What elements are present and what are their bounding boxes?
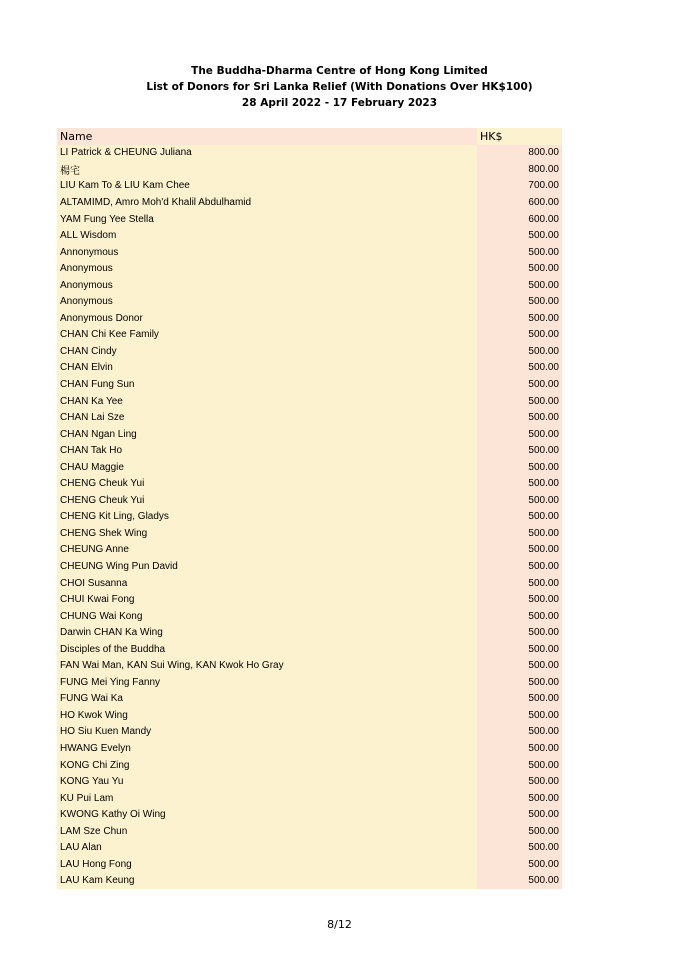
donor-name: CHAN Cindy — [57, 343, 477, 360]
donor-name: Anonymous Donor — [57, 310, 477, 327]
donation-amount: 500.00 — [477, 525, 562, 542]
table-row — [57, 856, 562, 873]
donor-name: Anonymous — [57, 277, 477, 294]
table-row — [57, 426, 562, 443]
donation-amount: 700.00 — [477, 178, 562, 195]
donation-amount: 500.00 — [477, 244, 562, 261]
table-row — [57, 244, 562, 261]
table-row — [57, 277, 562, 294]
date-range: 28 April 2022 - 17 February 2023 — [241, 97, 438, 109]
donation-amount: 500.00 — [477, 608, 562, 625]
table-row — [57, 376, 562, 393]
donation-amount: 600.00 — [477, 211, 562, 228]
donation-amount: 500.00 — [477, 757, 562, 774]
table-row — [57, 608, 562, 625]
table-row — [57, 823, 562, 840]
donation-amount: 500.00 — [477, 873, 562, 890]
donation-amount: 500.00 — [477, 327, 562, 344]
table-row — [57, 840, 562, 857]
donor-name: Disciples of the Buddha — [57, 641, 477, 658]
donation-amount: 500.00 — [477, 393, 562, 410]
donor-name: KWONG Kathy Oi Wing — [57, 806, 477, 823]
donor-name: Anonymous — [57, 293, 477, 310]
donor-name: CHENG Cheuk Yui — [57, 475, 477, 492]
table-row — [57, 194, 562, 211]
table-row — [57, 310, 562, 327]
donation-amount: 500.00 — [477, 740, 562, 757]
donation-amount: 500.00 — [477, 624, 562, 641]
table-row — [57, 211, 562, 228]
donation-amount: 500.00 — [477, 409, 562, 426]
donor-name: CHAN Elvin — [57, 360, 477, 377]
table-row — [57, 227, 562, 244]
donor-name: CHAN Lai Sze — [57, 409, 477, 426]
donor-name: CHAN Chi Kee Family — [57, 327, 477, 344]
donation-amount: 500.00 — [477, 707, 562, 724]
donor-name: HO Kwok Wing — [57, 707, 477, 724]
table-row — [57, 260, 562, 277]
amount-column-header: HK$ — [477, 128, 562, 145]
donor-name: CHENG Cheuk Yui — [57, 492, 477, 509]
donor-name: CHEUNG Wing Pun David — [57, 558, 477, 575]
table-row — [57, 806, 562, 823]
donation-amount: 500.00 — [477, 277, 562, 294]
table-row — [57, 691, 562, 708]
donation-amount: 500.00 — [477, 509, 562, 526]
donation-amount: 500.00 — [477, 310, 562, 327]
donor-name: FAN Wai Man, KAN Sui Wing, KAN Kwok Ho Gray — [57, 658, 477, 675]
table-row — [57, 343, 562, 360]
donor-name: KONG Yau Yu — [57, 773, 477, 790]
donor-name: LAU Kam Keung — [57, 873, 477, 890]
table-body — [57, 145, 562, 890]
table-row — [57, 591, 562, 608]
document-header — [0, 63, 679, 111]
donor-name: 楊宅 — [57, 161, 477, 178]
donation-amount: 600.00 — [477, 194, 562, 211]
donor-name: CHENG Kit Ling, Gladys — [57, 509, 477, 526]
donation-amount: 500.00 — [477, 773, 562, 790]
table-row — [57, 161, 562, 178]
donation-amount: 500.00 — [477, 790, 562, 807]
donation-amount: 500.00 — [477, 856, 562, 873]
table-row — [57, 674, 562, 691]
donation-amount: 500.00 — [477, 459, 562, 476]
donor-name: ALL Wisdom — [57, 227, 477, 244]
donor-name: LAM Sze Chun — [57, 823, 477, 840]
donor-name: CHAN Ka Yee — [57, 393, 477, 410]
donor-name: LI Patrick & CHEUNG Juliana — [57, 145, 477, 162]
donation-amount: 800.00 — [477, 145, 562, 162]
donor-name: YAM Fung Yee Stella — [57, 211, 477, 228]
table-row — [57, 707, 562, 724]
table-row — [57, 393, 562, 410]
donor-name: CHUNG Wai Kong — [57, 608, 477, 625]
donor-name: LIU Kam To & LIU Kam Chee — [57, 178, 477, 195]
table-row — [57, 492, 562, 509]
donation-amount: 500.00 — [477, 724, 562, 741]
table-row — [57, 658, 562, 675]
table-row — [57, 525, 562, 542]
donation-amount: 500.00 — [477, 823, 562, 840]
donation-amount: 500.00 — [477, 492, 562, 509]
donation-amount: 500.00 — [477, 227, 562, 244]
table-header-row — [57, 128, 562, 145]
donor-name: Anonymous — [57, 260, 477, 277]
donor-name: LAU Hong Fong — [57, 856, 477, 873]
donor-name: FUNG Wai Ka — [57, 691, 477, 708]
donation-amount: 500.00 — [477, 343, 562, 360]
donor-name: CHAU Maggie — [57, 459, 477, 476]
donor-name: KU Pui Lam — [57, 790, 477, 807]
donor-name: HWANG Evelyn — [57, 740, 477, 757]
table-row — [57, 724, 562, 741]
donation-amount: 500.00 — [477, 658, 562, 675]
table-row — [57, 409, 562, 426]
table-row — [57, 509, 562, 526]
donor-name: CHAN Tak Ho — [57, 442, 477, 459]
table-row — [57, 542, 562, 559]
table-row — [57, 327, 562, 344]
donation-amount: 500.00 — [477, 260, 562, 277]
donation-amount: 500.00 — [477, 293, 562, 310]
organization-name: The Buddha-Dharma Centre of Hong Kong Limited — [191, 65, 488, 77]
table-row — [57, 459, 562, 476]
donation-amount: 500.00 — [477, 376, 562, 393]
table-row — [57, 360, 562, 377]
document-title: List of Donors for Sri Lanka Relief (With Donations Over HK$100) — [146, 81, 533, 93]
table-row — [57, 558, 562, 575]
donor-name: FUNG Mei Ying Fanny — [57, 674, 477, 691]
donor-name: Annonymous — [57, 244, 477, 261]
table-row — [57, 145, 562, 162]
donor-name: CHAN Fung Sun — [57, 376, 477, 393]
donor-name: KONG Chi Zing — [57, 757, 477, 774]
donor-name: HO Siu Kuen Mandy — [57, 724, 477, 741]
donation-amount: 500.00 — [477, 558, 562, 575]
table-row — [57, 641, 562, 658]
donor-table — [57, 128, 562, 889]
donation-amount: 500.00 — [477, 360, 562, 377]
donation-amount: 500.00 — [477, 641, 562, 658]
table-row — [57, 624, 562, 641]
table-row — [57, 442, 562, 459]
donor-name: LAU Alan — [57, 840, 477, 857]
table-row — [57, 475, 562, 492]
table-row — [57, 178, 562, 195]
donation-amount: 500.00 — [477, 575, 562, 592]
donation-amount: 500.00 — [477, 674, 562, 691]
donation-amount: 500.00 — [477, 840, 562, 857]
donation-amount: 500.00 — [477, 806, 562, 823]
donor-name: CHENG Shek Wing — [57, 525, 477, 542]
table-row — [57, 293, 562, 310]
donation-amount: 500.00 — [477, 426, 562, 443]
donor-name: ALTAMIMD, Amro Moh'd Khalil Abdulhamid — [57, 194, 477, 211]
donation-amount: 500.00 — [477, 691, 562, 708]
donor-name: CHEUNG Anne — [57, 542, 477, 559]
table-row — [57, 773, 562, 790]
table-row — [57, 873, 562, 890]
donor-name: CHUI Kwai Fong — [57, 591, 477, 608]
table-row — [57, 790, 562, 807]
donation-amount: 500.00 — [477, 442, 562, 459]
donation-amount: 800.00 — [477, 161, 562, 178]
page-number: 8/12 — [327, 918, 352, 931]
name-column-header: Name — [57, 128, 477, 145]
table-row — [57, 740, 562, 757]
donor-name: Darwin CHAN Ka Wing — [57, 624, 477, 641]
donation-amount: 500.00 — [477, 591, 562, 608]
donor-name: CHAN Ngan Ling — [57, 426, 477, 443]
donation-amount: 500.00 — [477, 542, 562, 559]
donor-name: CHOI Susanna — [57, 575, 477, 592]
donation-amount: 500.00 — [477, 475, 562, 492]
table-row — [57, 757, 562, 774]
table-row — [57, 575, 562, 592]
